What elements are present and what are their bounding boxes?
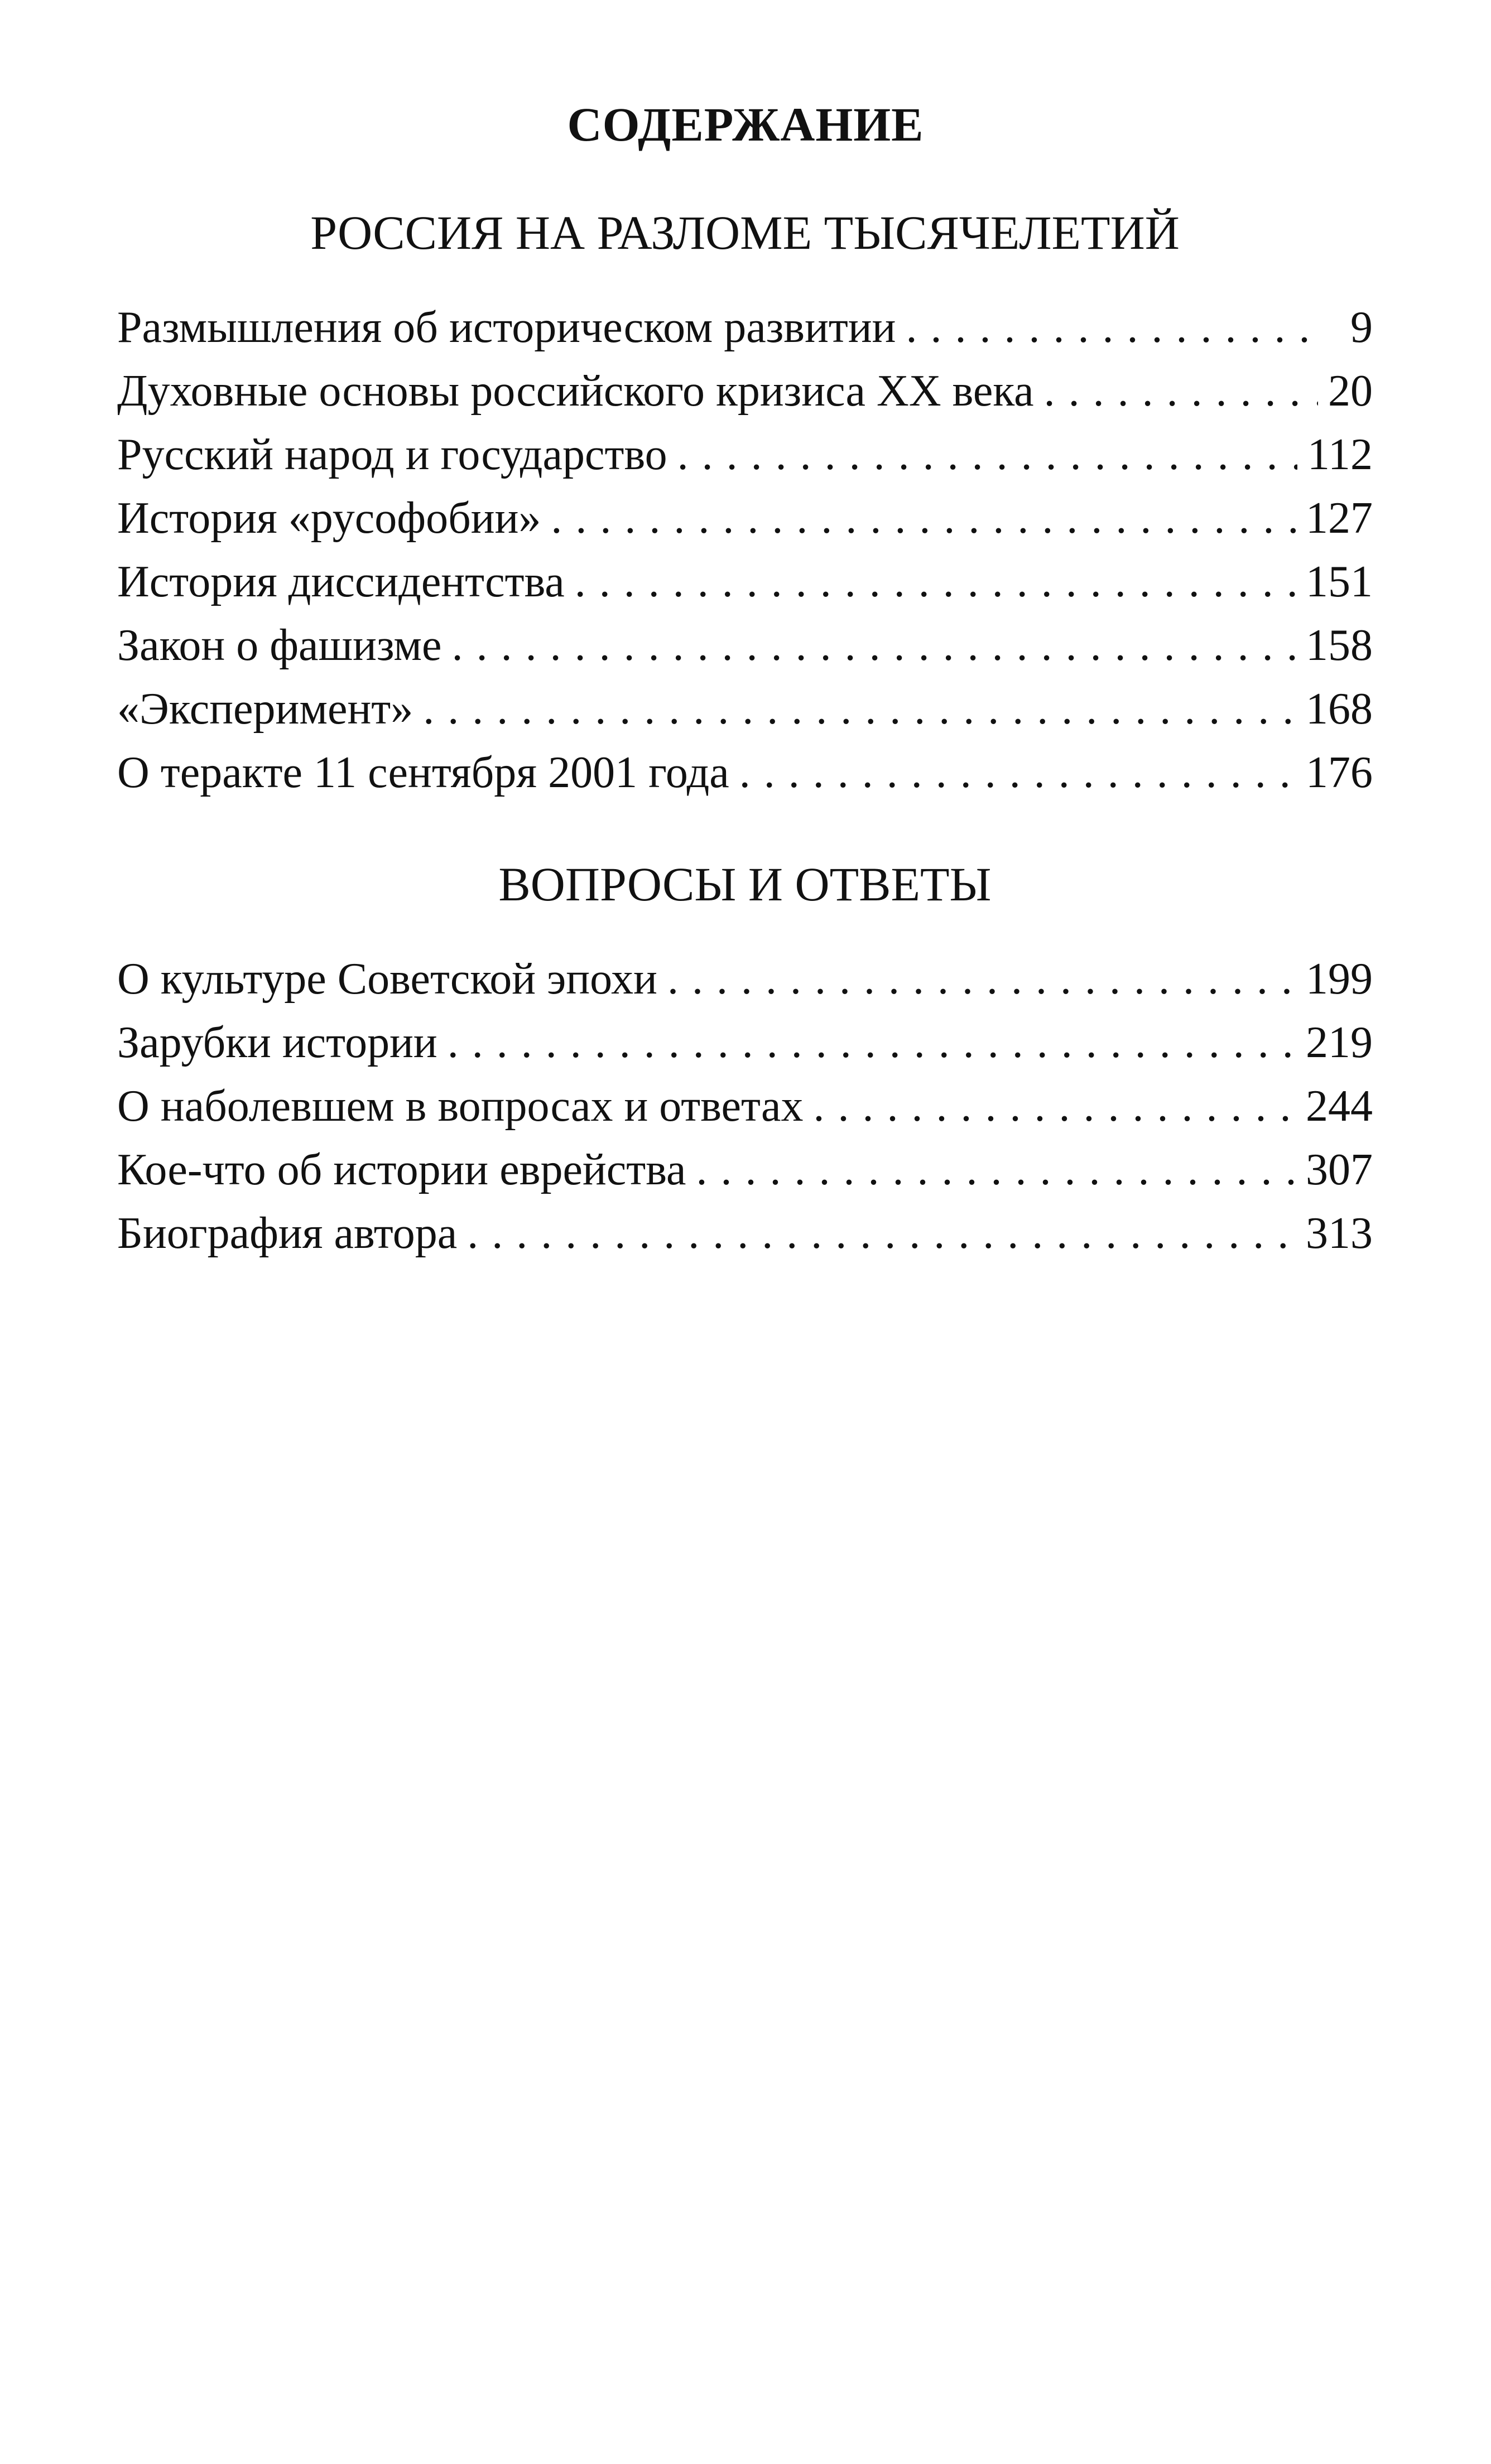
entry-page-number: 9 <box>1350 303 1373 352</box>
entry-title: Биография автора <box>117 1209 458 1258</box>
page-title: СОДЕРЖАНИЕ <box>567 98 924 151</box>
entry-title: Закон о фашизме <box>117 621 442 670</box>
toc-list-questions <box>117 947 1373 1265</box>
entry-page-number: 20 <box>1328 367 1373 416</box>
dot-leader <box>467 1202 1296 1265</box>
entry-page-number: 199 <box>1306 954 1373 1004</box>
toc-entry[interactable] <box>117 550 1373 614</box>
section-title-questions: ВОПРОСЫ И ОТВЕТЫ <box>498 857 992 911</box>
toc-entry[interactable] <box>117 359 1373 423</box>
entry-title: История «русофобии» <box>117 494 541 543</box>
entry-title: «Эксперимент» <box>117 684 413 734</box>
toc-entry[interactable] <box>117 1202 1373 1265</box>
entry-page-number: 168 <box>1306 684 1373 734</box>
entry-title: Зарубки истории <box>117 1018 437 1067</box>
dot-leader <box>575 550 1296 614</box>
dot-leader <box>452 614 1296 677</box>
toc-entry[interactable] <box>117 296 1373 359</box>
dot-leader <box>423 677 1296 741</box>
dot-leader <box>677 423 1297 486</box>
entry-page-number: 151 <box>1306 557 1373 606</box>
entry-title: Кое-что об истории еврейства <box>117 1145 686 1194</box>
entry-title: О наболевшем в вопросах и ответах <box>117 1082 804 1131</box>
entry-page-number: 219 <box>1306 1018 1373 1067</box>
toc-entry[interactable] <box>117 1074 1373 1138</box>
toc-entry[interactable] <box>117 423 1373 486</box>
toc-entry[interactable] <box>117 614 1373 677</box>
toc-entry[interactable] <box>117 741 1373 804</box>
entry-page-number: 313 <box>1306 1209 1373 1258</box>
toc-entry[interactable] <box>117 1011 1373 1074</box>
toc-entry[interactable] <box>117 486 1373 550</box>
entry-page-number: 127 <box>1306 494 1373 543</box>
entry-page-number: 158 <box>1306 621 1373 670</box>
entry-title: Духовные основы российского кризиса XX века <box>117 367 1034 416</box>
dot-leader <box>667 947 1296 1011</box>
entry-page-number: 244 <box>1306 1082 1373 1131</box>
toc-entry[interactable] <box>117 1138 1373 1202</box>
section-title-russia: РОССИЯ НА РАЗЛОМЕ ТЫСЯЧЕЛЕТИЙ <box>310 206 1180 259</box>
toc-entry[interactable] <box>117 677 1373 741</box>
toc-entry[interactable] <box>117 947 1373 1011</box>
toc-list-russia <box>117 296 1373 804</box>
entry-page-number: 112 <box>1307 430 1373 479</box>
entry-title: Русский народ и государство <box>117 430 667 479</box>
dot-leader <box>1044 359 1318 423</box>
entry-title: Размышления об историческом развитии <box>117 303 896 352</box>
dot-leader <box>813 1074 1296 1138</box>
dot-leader <box>448 1011 1296 1074</box>
entry-title: О теракте 11 сентября 2001 года <box>117 748 729 797</box>
dot-leader <box>551 486 1296 550</box>
entry-title: О культуре Советской эпохи <box>117 954 657 1004</box>
dot-leader <box>906 296 1318 359</box>
dot-leader <box>696 1138 1296 1202</box>
entry-page-number: 176 <box>1306 748 1373 797</box>
entry-page-number: 307 <box>1306 1145 1373 1194</box>
entry-title: История диссидентства <box>117 557 565 606</box>
dot-leader <box>739 741 1296 804</box>
